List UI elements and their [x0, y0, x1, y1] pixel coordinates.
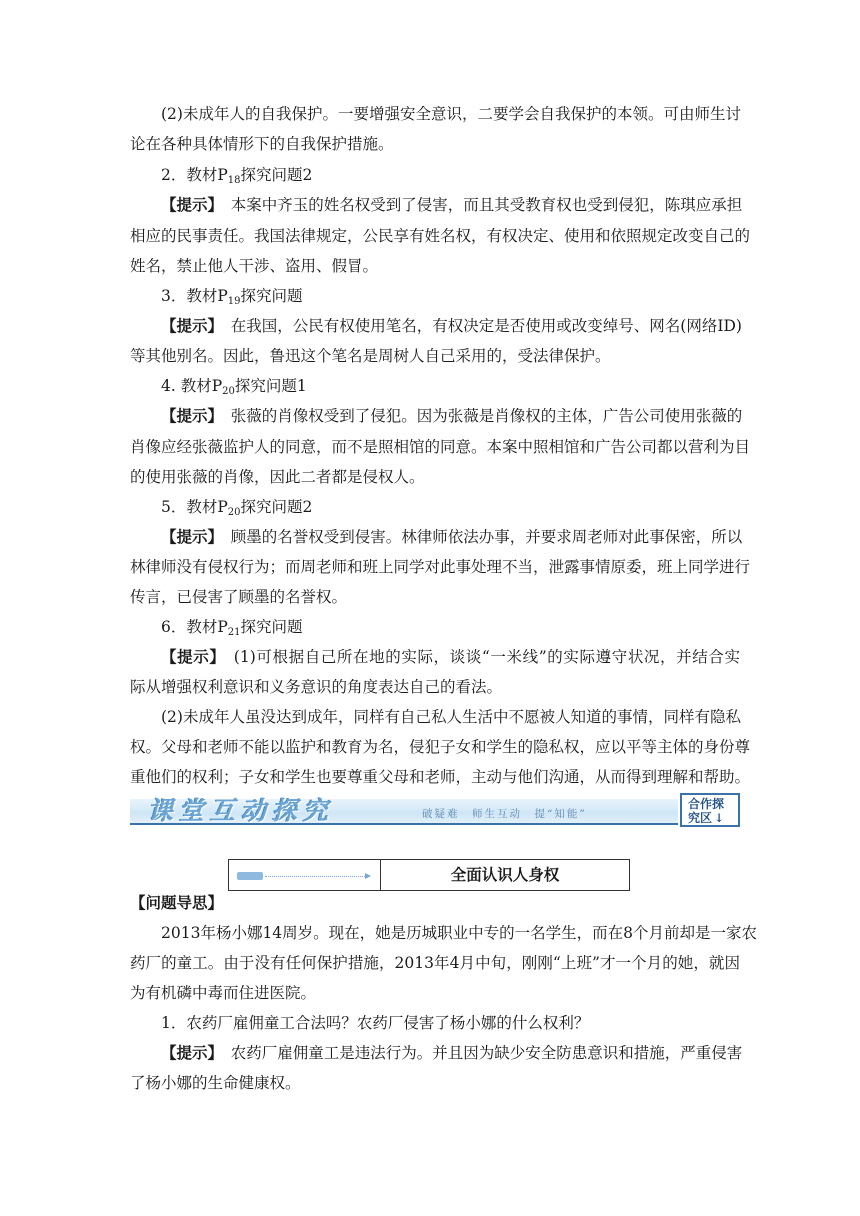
heading-text: 3．教材P [161, 287, 228, 305]
paragraph-line: (2)未成年人的自我保护。一要增强安全意识，二要学会自我保护的本领。可由师生讨 [161, 105, 741, 123]
question-line: 1．农药厂雇佣童工合法吗？农药厂侵害了杨小娜的什么权利？ [161, 1014, 590, 1032]
paragraph-line: 相应的民事责任。我国法律规定，公民享有姓名权，有权决定、使用和依照规定改变自己的 [130, 227, 751, 245]
question-heading [130, 376, 740, 402]
answer-line [130, 195, 743, 215]
paragraph-line: 重他们的权利；子女和学生也要尊重父母和老师，主动与他们沟通，从而得到理解和帮助。 [130, 768, 751, 786]
tip-label: 【提示】 [161, 1043, 216, 1062]
heading-text: 探究问题2 [240, 498, 313, 516]
cooperative-zone-label: 合作探 [688, 797, 725, 811]
paragraph-line: 肖像应经张薇监护人的同意，而不是照相馆的同意。本案中照相馆和广告公司都以营利为目 [130, 438, 751, 456]
cooperative-zone-label: 究区 ↓ [688, 811, 725, 825]
paragraph-line: 际从增强权利意识和义务意识的角度表达自己的看法。 [130, 678, 503, 696]
heading-text: 探究问题 [240, 287, 303, 305]
guide-label: 【问题导思】 [130, 893, 224, 912]
tip-label: 【提示】 [161, 195, 216, 214]
section-banner [130, 793, 740, 829]
answer-text: 顾墨的名誉权受到侵害。林律师依法办事，并要求周老师对此事保密，所以 [215, 528, 743, 546]
topic-decoration [229, 860, 381, 890]
tip-label: 【提示】 [161, 316, 216, 335]
page-subscript: 18 [227, 175, 241, 186]
heading-text: 5．教材P [161, 498, 228, 516]
question-heading [130, 165, 740, 191]
arrow-right-icon [365, 873, 371, 879]
answer-text: (1)可根据自己所在地的实际，谈谈“一米线”的实际遵守状况，并结合实 [217, 648, 740, 666]
paragraph-line: 的使用张薇的肖像，因此二者都是侵权人。 [130, 468, 425, 486]
question-heading [130, 497, 740, 523]
question-heading [130, 286, 740, 312]
paragraph-line: 等其他别名。因此，鲁迅这个笔名是周树人自己采用的，受法律保护。 [130, 347, 611, 365]
page-subscript: 19 [227, 296, 241, 307]
cooperative-zone-button[interactable] [680, 793, 740, 827]
answer-line [130, 316, 740, 336]
paragraph-line: (2)未成年人虽没达到成年，同样有自己私人生活中不愿被人知道的事情，同样有隐私 [161, 708, 741, 726]
paragraph-line: 权。父母和老师不能以监护和教育为名，侵犯子女和学生的隐私权，应以平等主体的身份尊 [130, 738, 751, 756]
tip-label: 【提示】 [161, 647, 218, 666]
answer-text: 本案中齐玉的姓名权受到了侵害，而且其受教育权也受到侵犯，陈琪应承担 [215, 196, 743, 214]
paragraph-line: 林律师没有侵权行为；而周老师和班上同学对此事处理不当，泄露事情原委，班上同学进行 [130, 558, 751, 576]
heading-text: 探究问题2 [240, 166, 313, 184]
paragraph-line: 姓名，禁止他人干涉、盗用、假冒。 [130, 257, 379, 275]
paragraph-line: 了杨小娜的生命健康权。 [130, 1074, 301, 1092]
heading-text: 2．教材P [161, 166, 228, 184]
topic-header [228, 859, 630, 891]
answer-line [130, 647, 740, 667]
guide-heading [130, 893, 740, 913]
question-heading [130, 617, 740, 643]
page-subscript: 20 [222, 386, 235, 397]
banner-subtitle: 破疑难 师生互动 提“知能” [422, 808, 587, 820]
answer-text: 在我国，公民有权使用笔名，有权决定是否使用或改变绰号、网名(网络ID) [215, 317, 742, 335]
paragraph-line: 论在各种具体情形下的自我保护措施。 [130, 135, 394, 153]
answer-line [130, 527, 743, 547]
page-subscript: 21 [227, 627, 241, 638]
paragraph-line: 药厂的童工。由于没有任何保护措施，2013年4月中旬，刚刚“上班”才一个月的她，就因 [130, 954, 740, 972]
banner-title: 课堂互动探究 [148, 796, 335, 825]
page-subscript: 20 [227, 507, 241, 518]
heading-text: 6．教材P [161, 618, 228, 636]
dotted-line [265, 876, 365, 877]
arrow-down-icon: ↓ [714, 811, 725, 825]
answer-text: 张薇的肖像权受到了侵犯。因为张薇是肖像权的主体，广告公司使用张薇的 [215, 407, 743, 425]
tip-label: 【提示】 [161, 527, 216, 546]
paragraph-line: 为有机磷中毒而住进医院。 [130, 984, 317, 1002]
heading-text: 探究问题 [240, 618, 303, 636]
topic-chip-icon [237, 872, 263, 880]
paragraph-line: 2013年杨小娜14周岁。现在，她是历城职业中专的一名学生，而在8个月前却是一家农 [161, 924, 758, 942]
heading-text: 4. 教材P [161, 377, 223, 395]
tip-label: 【提示】 [161, 406, 216, 425]
paragraph-line: 传言，已侵害了顾墨的名誉权。 [130, 588, 348, 606]
answer-text: 农药厂雇佣童工是违法行为。并且因为缺少安全防患意识和措施，严重侵害 [215, 1044, 743, 1062]
heading-text: 探究问题1 [234, 377, 307, 395]
topic-title: 全面认识人身权 [450, 866, 560, 884]
answer-line [130, 1043, 743, 1063]
answer-line [130, 406, 743, 426]
